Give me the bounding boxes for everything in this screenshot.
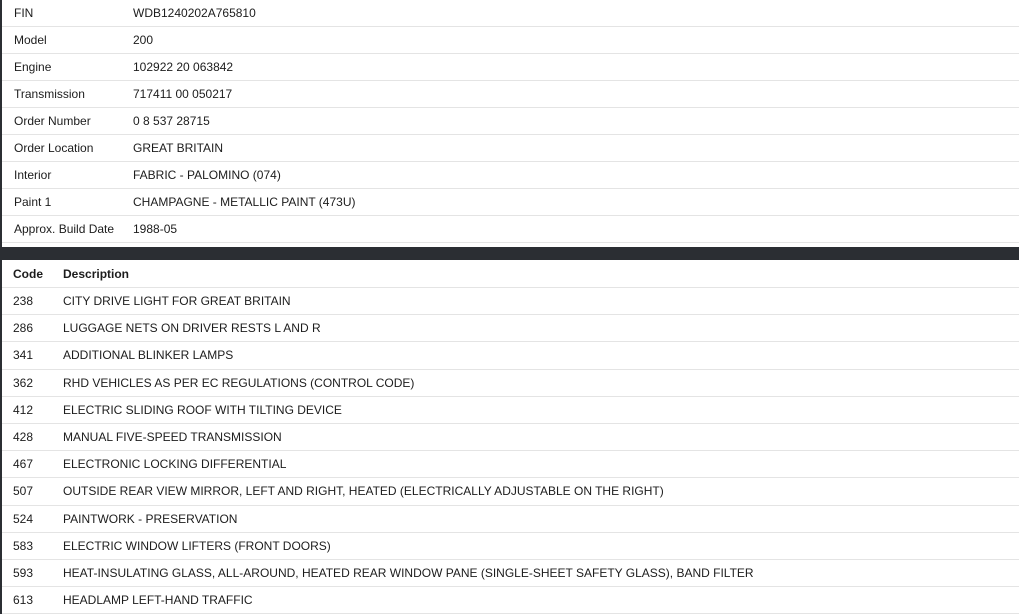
info-row-order-location — [2, 135, 1019, 162]
code-row-341 — [2, 342, 1019, 369]
code-row-593 — [2, 560, 1019, 587]
info-label: Transmission — [14, 87, 85, 101]
code-row-467 — [2, 451, 1019, 478]
code-cell: 583 — [13, 538, 34, 553]
info-row-transmission — [2, 81, 1019, 108]
code-cell: 286 — [13, 321, 34, 336]
info-value: 0 8 537 28715 — [133, 114, 210, 128]
info-label: FIN — [14, 6, 34, 20]
description-cell: HEAT-INSULATING GLASS, ALL-AROUND, HEATED REAR WINDOW PANE (SINGLE-SHEET SAFETY GLASS), BAND FILTER — [63, 565, 754, 580]
code-cell: 524 — [13, 511, 34, 526]
info-row-paint-1 — [2, 189, 1019, 216]
info-row-interior — [2, 162, 1019, 189]
code-cell: 341 — [13, 348, 34, 363]
code-cell: 412 — [13, 402, 34, 417]
info-value: WDB1240202A765810 — [133, 6, 256, 20]
description-cell: RHD VEHICLES AS PER EC REGULATIONS (CONTROL CODE) — [63, 375, 415, 390]
code-cell: 613 — [13, 593, 34, 608]
description-cell: OUTSIDE REAR VIEW MIRROR, LEFT AND RIGHT, HEATED (ELECTRICALLY ADJUSTABLE ON THE RIGHT) — [63, 484, 664, 499]
code-row-524 — [2, 506, 1019, 533]
info-value: CHAMPAGNE - METALLIC PAINT (473U) — [133, 195, 356, 209]
code-row-428 — [2, 424, 1019, 451]
option-codes-table — [2, 260, 1019, 614]
code-row-613 — [2, 587, 1019, 614]
description-column-header: Description — [63, 266, 130, 281]
description-cell: ELECTRIC WINDOW LIFTERS (FRONT DOORS) — [63, 538, 331, 553]
code-cell: 507 — [13, 484, 34, 499]
info-value: 717411 00 050217 — [133, 87, 233, 101]
description-cell: PAINTWORK - PRESERVATION — [63, 511, 238, 526]
code-cell: 362 — [13, 375, 34, 390]
code-column-header: Code — [13, 266, 43, 281]
description-cell: LUGGAGE NETS ON DRIVER RESTS L AND R — [63, 321, 321, 336]
code-row-507 — [2, 478, 1019, 505]
description-cell: CITY DRIVE LIGHT FOR GREAT BRITAIN — [63, 294, 291, 309]
code-row-238 — [2, 288, 1019, 315]
info-row-build-date — [2, 216, 1019, 243]
code-cell: 593 — [13, 565, 34, 580]
info-label: Paint 1 — [14, 195, 52, 209]
vehicle-info-table — [2, 0, 1019, 243]
code-cell: 467 — [13, 457, 34, 472]
description-cell: ADDITIONAL BLINKER LAMPS — [63, 348, 234, 363]
section-divider-bar — [2, 247, 1019, 260]
info-label: Engine — [14, 60, 52, 74]
code-cell: 238 — [13, 294, 34, 309]
info-label: Interior — [14, 168, 52, 182]
info-value: 102922 20 063842 — [133, 60, 234, 74]
code-row-362 — [2, 370, 1019, 397]
info-value: 200 — [133, 33, 154, 47]
codes-table-header — [2, 260, 1019, 288]
code-cell: 428 — [13, 430, 34, 445]
info-value: FABRIC - PALOMINO (074) — [133, 168, 281, 182]
info-label: Approx. Build Date — [14, 222, 115, 236]
description-cell: MANUAL FIVE-SPEED TRANSMISSION — [63, 430, 282, 445]
info-row-order-number — [2, 108, 1019, 135]
info-label: Order Location — [14, 141, 94, 155]
info-row-fin — [2, 0, 1019, 27]
info-row-model — [2, 27, 1019, 54]
description-cell: HEADLAMP LEFT-HAND TRAFFIC — [63, 593, 253, 608]
code-row-412 — [2, 397, 1019, 424]
info-label: Order Number — [14, 114, 91, 128]
code-row-286 — [2, 315, 1019, 342]
info-label: Model — [14, 33, 47, 47]
code-row-583 — [2, 533, 1019, 560]
info-value: GREAT BRITAIN — [133, 141, 224, 155]
description-cell: ELECTRONIC LOCKING DIFFERENTIAL — [63, 457, 287, 472]
info-row-engine — [2, 54, 1019, 81]
info-value: 1988-05 — [133, 222, 178, 236]
description-cell: ELECTRIC SLIDING ROOF WITH TILTING DEVICE — [63, 402, 342, 417]
